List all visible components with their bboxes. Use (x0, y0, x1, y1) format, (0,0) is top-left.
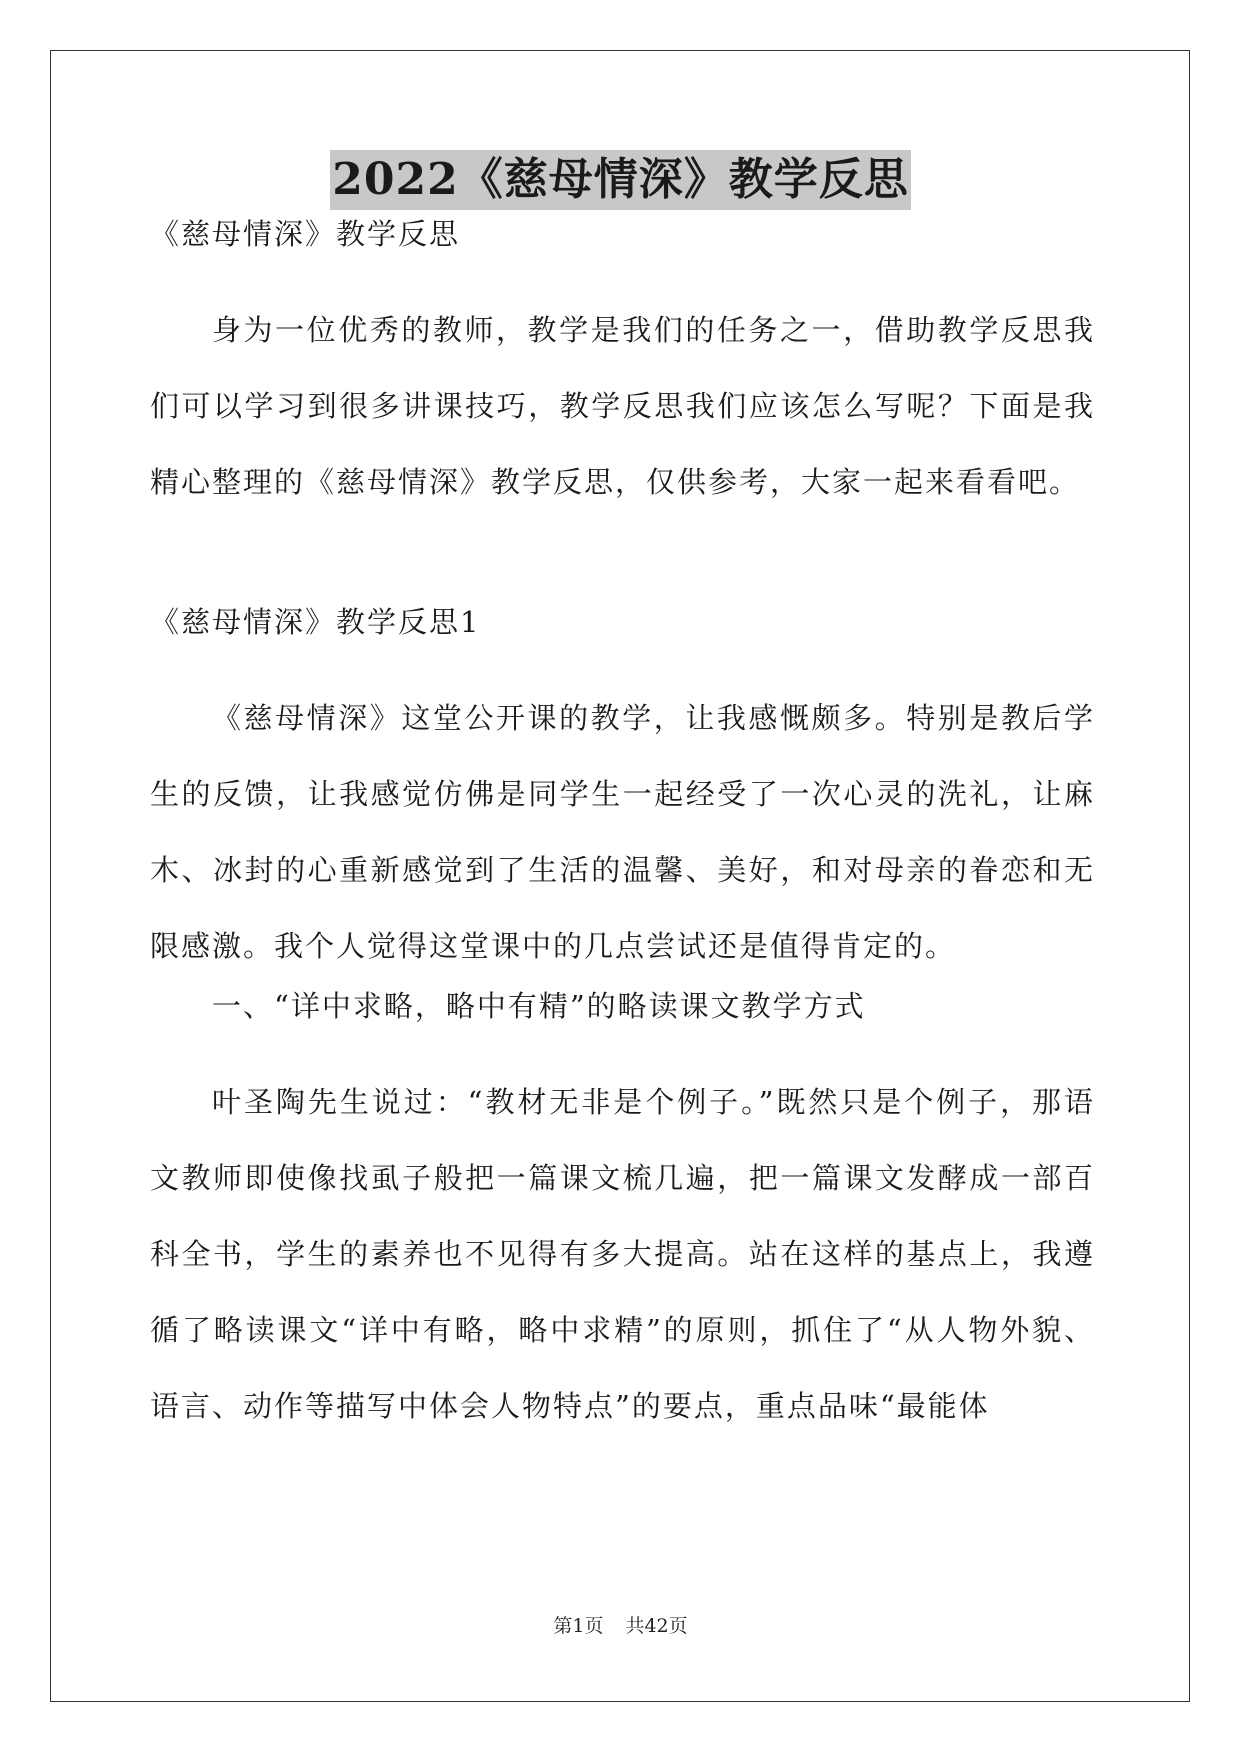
section-heading: 《慈母情深》教学反思1 (150, 605, 481, 639)
page-footer (0, 1613, 1241, 1639)
page-total: 共42页 (625, 1615, 688, 1637)
intro-paragraph: 身为一位优秀的教师，教学是我们的任务之一，借助教学反思我们可以学习到很多讲课技巧，教学反思我们应该怎么写呢？下面是我精心整理的《慈母情深》教学反思，仅供参考，大家一起来看看吧。 (150, 313, 1095, 499)
body-paragraph-2: 叶圣陶先生说过：“教材无非是个例子。”既然只是个例子，那语文教师即使像找虱子般把一篇课文梳几遍，把一篇课文发酵成一部百科全书，学生的素养也不见得有多大提高。站在这样的基点上，我遵循了略读课文“详中有略，略中求精”的原则，抓住了“从人物外貌、语言、动作等描写中体会人物特点”的要点，重点品味“最能体 (150, 1085, 1095, 1423)
document-title-text: 2022《慈母情深》教学反思 (330, 150, 910, 210)
page-number: 第1页 (553, 1615, 604, 1637)
body-paragraph-1: 《慈母情深》这堂公开课的教学，让我感慨颇多。特别是教后学生的反馈，让我感觉仿佛是同学生一起经受了一次心灵的洗礼，让麻木、冰封的心重新感觉到了生活的温馨、美好，和对母亲的眷恋和无限感激。我个人觉得这堂课中的几点尝试还是值得肯定的。 (150, 701, 1095, 963)
document-subtitle: 《慈母情深》教学反思 (150, 217, 461, 251)
point-heading: 一、“详中求略，略中有精”的略读课文教学方式 (212, 989, 866, 1023)
document-title (0, 150, 1241, 210)
